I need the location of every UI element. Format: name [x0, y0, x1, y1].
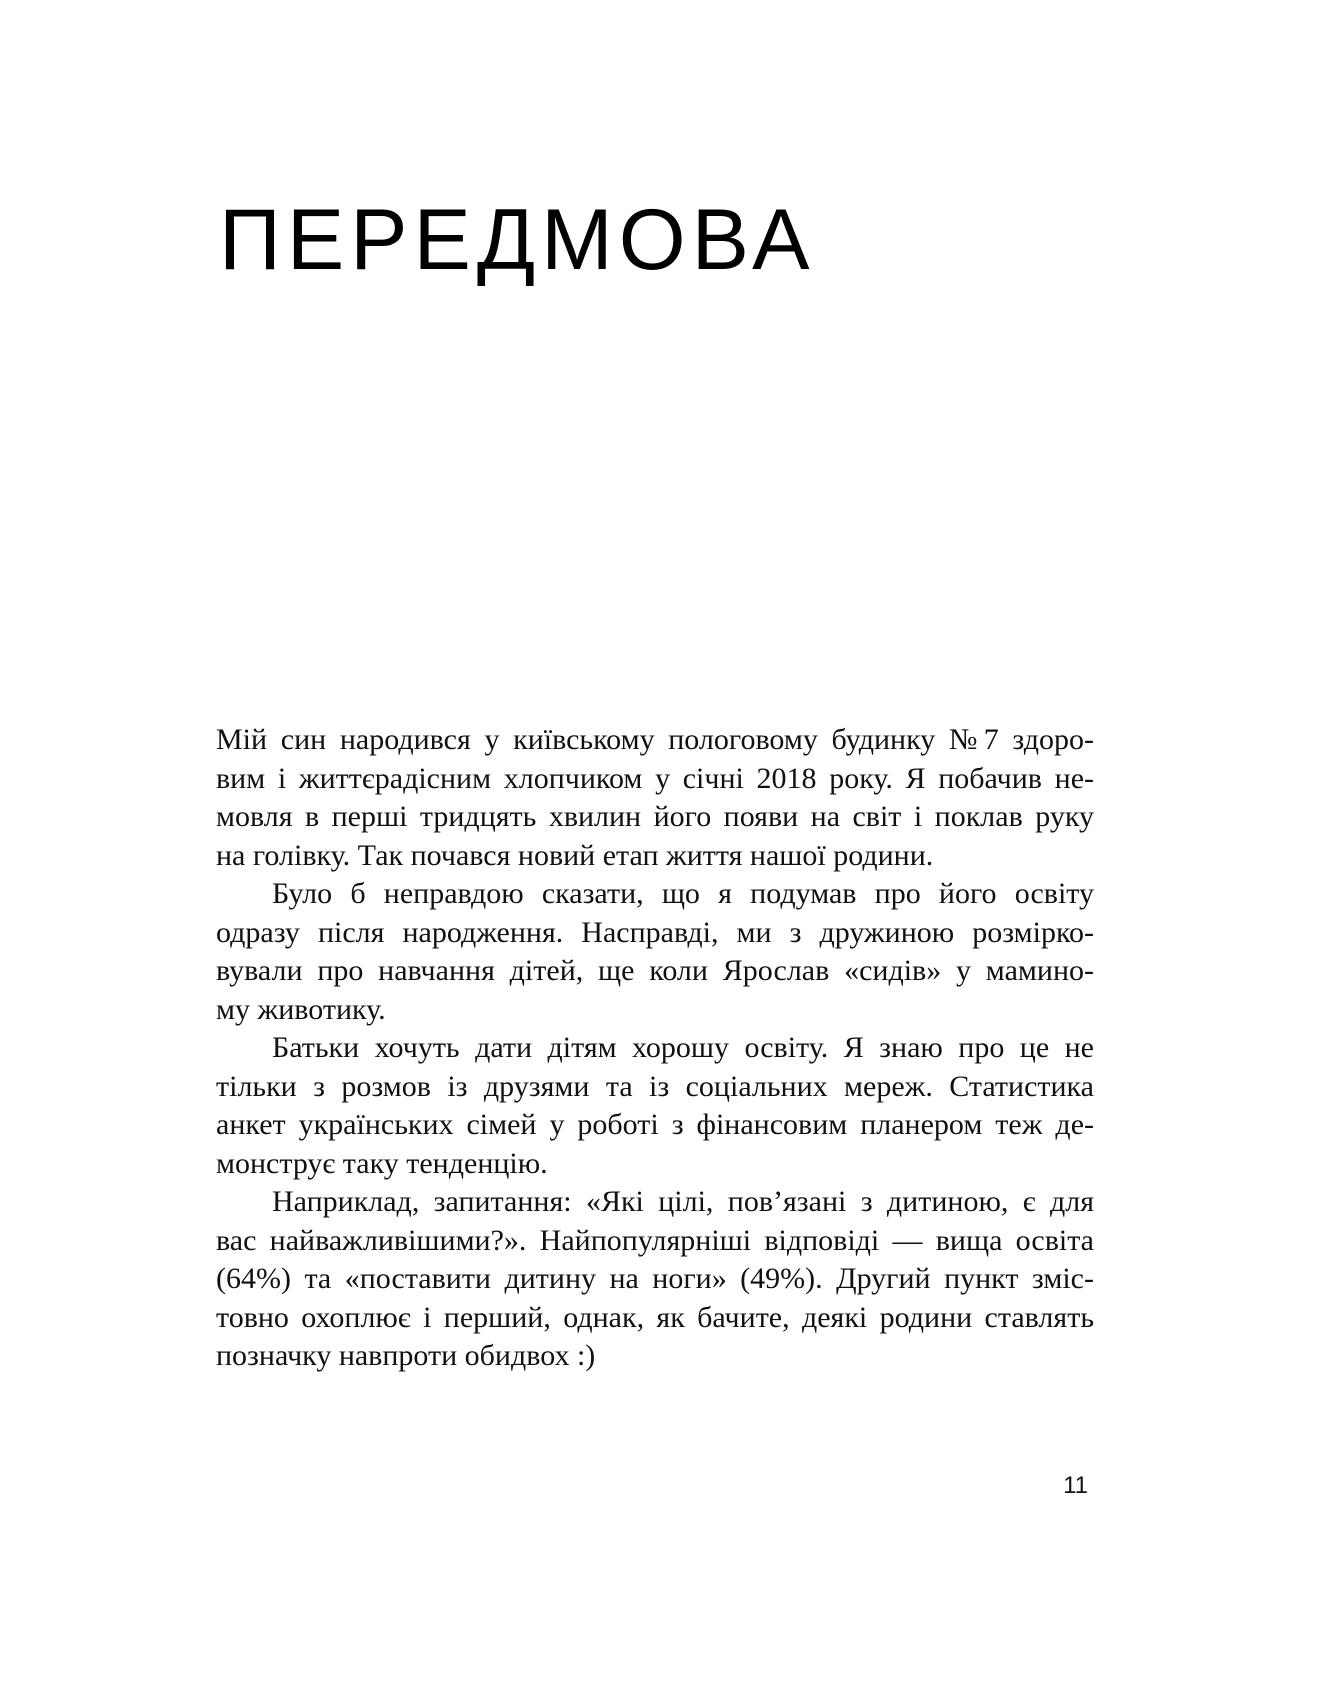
- text-line: монструє таку тенденцію.: [216, 1146, 548, 1180]
- body-text: [216, 721, 1094, 1376]
- text-line: на голівку. Так почався новий етап життя нашої родини.: [216, 838, 934, 872]
- text-line: му животику.: [216, 992, 386, 1026]
- chapter-title: ПЕРЕДМОВА: [219, 192, 816, 288]
- text-line: вас найважливішими?». Найпопулярніші відповіді — вища освіта: [216, 1223, 1094, 1257]
- text-line: позначку навпроти обидвох :): [216, 1339, 596, 1372]
- paragraph: [216, 875, 1094, 1029]
- paragraph: [216, 1183, 1094, 1376]
- text-line: вим і життєрадісним хлопчиком у січні 2018 року. Я побачив не-: [216, 761, 1094, 795]
- text-line: (64%) та «поставити дитину на ноги» (49%). Другий пункт зміс-: [216, 1262, 1094, 1295]
- text-line: Наприклад, запитання: «Які цілі, пов’язані з дитиною, є для: [272, 1185, 1094, 1218]
- text-line: мовля в перші тридцять хвилин його появи на світ і поклав руку: [216, 800, 1094, 833]
- text-line: Батьки хочуть дати дітям хорошу освіту. Я знаю про це не: [272, 1031, 1094, 1064]
- paragraph: [216, 721, 1094, 875]
- text-line: товно охоплює і перший, однак, як бачите, деякі родини ставлять: [216, 1300, 1094, 1334]
- text-line: тільки з розмов із друзями та із соціальних мереж. Статистика: [216, 1069, 1094, 1103]
- text-line: вували про навчання дітей, ще коли Ярослав «сидів» у мамино-: [216, 954, 1094, 987]
- paragraph: [216, 1029, 1094, 1183]
- text-line: Мій син народився у київському пологовому будинку №7 здоро-: [216, 723, 1094, 756]
- text-line: одразу після народження. Насправді, ми з дружиною розмірко-: [216, 915, 1094, 949]
- text-line: Було б неправдою сказати, що я подумав про його освіту: [272, 877, 1094, 910]
- page-number: 11: [1063, 1472, 1088, 1499]
- text-line: анкет українських сімей у роботі з фінансовим планером теж де-: [216, 1108, 1094, 1141]
